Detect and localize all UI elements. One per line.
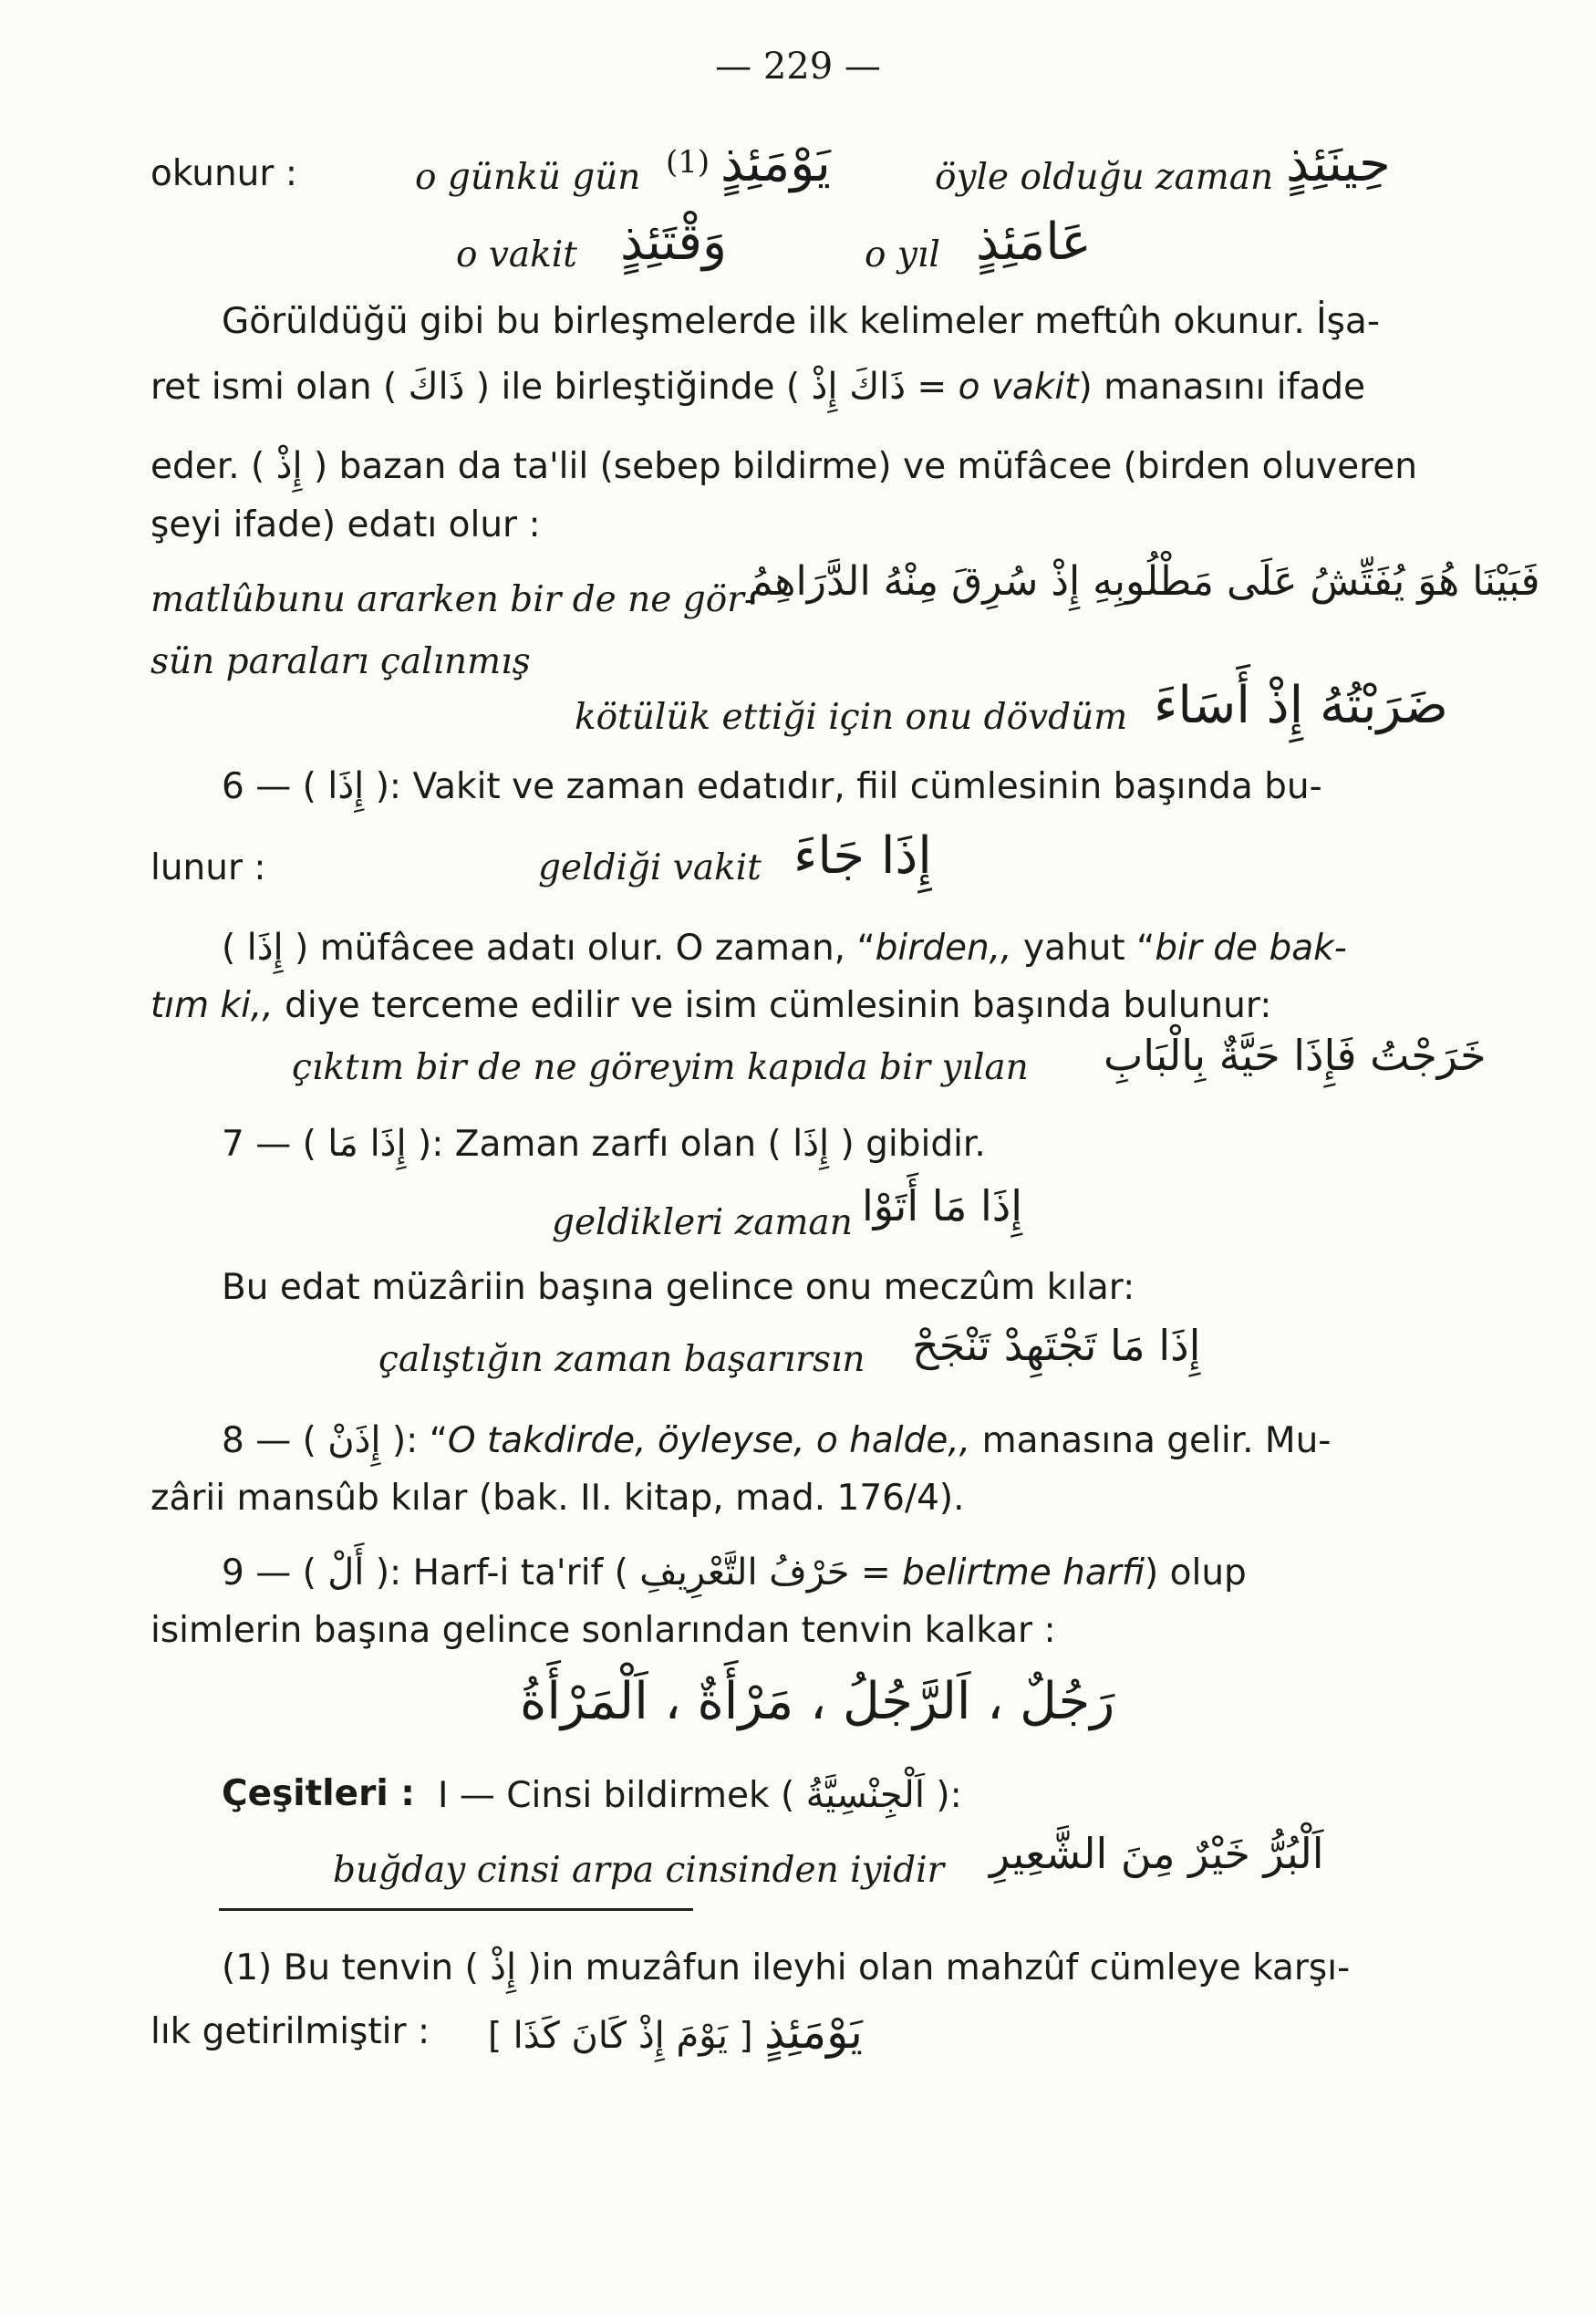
ex1-arabic2: حِينَئِذٍ	[1286, 134, 1391, 193]
arabic-dhaka-idh: ذَاكَ إِذْ	[811, 366, 907, 408]
kinds-line: I — Cinsi bildirmek ( اَلْجِنْسِيَّةُ ):	[438, 1774, 962, 1816]
ex1-arabic1: يَوْمَئِذٍ	[720, 134, 831, 193]
ex4-arabic: ضَرَبْتُهُ إِذْ أَسَاءَ	[1154, 676, 1448, 735]
footnote-separator	[219, 1908, 693, 1911]
arabic-idha-2: إِذَا	[246, 927, 284, 969]
ex2-term1: o vakit	[456, 234, 577, 275]
s8-line2: zârii mansûb kılar (bak. II. kitap, mad. 176/4).	[150, 1478, 965, 1519]
ex2-arabic2: عَامَئِذٍ	[976, 213, 1092, 272]
kinds-label: Çeşitleri :	[222, 1773, 415, 1814]
p1-line3: eder. ( إِذْ ) bazan da ta'lil (sebep bildirme) ve müfâcee (birden oluveren	[150, 445, 1418, 487]
s6-line2: lunur :	[150, 847, 266, 888]
s7-example-arabic: إِذَا مَا أَتَوْا	[862, 1181, 1023, 1230]
arabic-yawma-idh: يَوْمَ إِذْ كَانَ كَذَا	[513, 2015, 729, 2057]
arabic-harf-tarif: حَرْفُ التَّعْرِيفِ	[639, 1552, 850, 1594]
p2-example-arabic: خَرَجْتُ فَإِذَا حَيَّةٌ بِالْبَابِ	[1104, 1031, 1487, 1080]
ex2-arabic1: وَقْتَئِذٍ	[620, 213, 728, 272]
arabic-jinsiyya: اَلْجِنْسِيَّةُ	[805, 1774, 925, 1816]
s6-example-term: geldiği vakit	[538, 847, 762, 888]
ex1-term1: o günkü gün	[415, 157, 641, 198]
page-number: — 229 —	[715, 46, 881, 88]
p1-line2: ret ismi olan ( ذَاكَ ) ile birleştiğinde ( ذَاكَ إِذْ = o vakit) manasını ifade	[150, 366, 1365, 408]
p3-line1: Bu edat müzâriin başına gelince onu meczûm kılar:	[222, 1267, 1135, 1308]
p2-line2: tım ki,, diye terceme edilir ve isim cümlesinin başında bulunur:	[150, 985, 1272, 1026]
p3-example-arabic: إِذَا مَا تَجْتَهِدْ تَنْجَحْ	[912, 1321, 1201, 1370]
ex1-label: okunur :	[150, 153, 297, 194]
p3-example-term: çalıştığın zaman başarırsın	[378, 1339, 865, 1380]
kinds-example-arabic: اَلْبُرُّ خَيْرٌ مِنَ الشَّعِيرِ	[990, 1829, 1324, 1878]
arabic-dhaka: ذَاكَ	[408, 366, 465, 408]
ex1-term2: öyle olduğu zaman	[935, 157, 1274, 198]
s8-line1: 8 — ( إِذَنْ ): “O takdirde, öyleyse, o halde,, manasına gelir. Mu-	[222, 1419, 1332, 1461]
p1-line4: şeyi ifade) edatı olur :	[150, 504, 541, 545]
footnote-bracket-expression: [ يَوْمَ إِذْ كَانَ كَذَا ] يَوْمَئِذٍ	[488, 2006, 863, 2059]
arabic-al: أَلْ	[327, 1552, 365, 1594]
ex3-term1: matlûbunu ararken bir de ne gör-	[150, 579, 757, 620]
arabic-yawmaidhin-fn: يَوْمَئِذٍ	[764, 2006, 863, 2059]
ex2-term2: o yıl	[865, 234, 940, 275]
arabic-idha-3: إِذَا	[793, 1123, 830, 1165]
s7-example-term: geldikleri zaman	[552, 1202, 853, 1243]
ex3-term2: sün paraları çalınmış	[150, 641, 531, 682]
arabic-idh-fn: إِذْ	[490, 1946, 517, 1988]
s9-line1: 9 — ( أَلْ ): Harf-i ta'rif ( حَرْفُ التَّعْرِيفِ = belirtme harfi) olup	[222, 1552, 1247, 1594]
ex4-term: kötülük ettiği için onu dövdüm	[575, 697, 1128, 738]
footnote-marker: (1)	[666, 144, 710, 181]
s6-line1: 6 — ( إِذَا ): Vakit ve zaman edatıdır, fiil cümlesinin başında bu-	[222, 765, 1322, 807]
arabic-idhan: إِذَنْ	[327, 1419, 381, 1461]
footnote-line1: (1) Bu tenvin ( إِذْ )in muzâfun ileyhi olan mahzûf cümleye karşı-	[222, 1946, 1351, 1988]
arabic-idha: إِذَا	[327, 765, 365, 807]
arabic-idha-ma: إِذَا مَا	[327, 1123, 407, 1165]
p2-line1: ( إِذَا ) müfâcee adatı olur. O zaman, “birden,, yahut “bir de bak-	[222, 927, 1347, 969]
kinds-example-term: buğday cinsi arpa cinsinden iyidir	[333, 1850, 945, 1891]
s7-line1: 7 — ( إِذَا مَا ): Zaman zarfı olan ( إِذَا ) gibidir.	[222, 1123, 986, 1165]
s6-example-arabic: إِذَا جَاءَ	[793, 826, 932, 886]
s9-example-arabic: رَجُلٌ ، اَلرَّجُلُ ، مَرْأَةٌ ، اَلْمَرْأَةُ	[520, 1672, 1115, 1731]
s9-line2: isimlerin başına gelince sonlarından tenvin kalkar :	[150, 1610, 1056, 1651]
p1-line1: Görüldüğü gibi bu birleşmelerde ilk kelimeler meftûh okunur. İşa-	[222, 301, 1380, 342]
footnote-line2: lık getirilmiştir :	[150, 2011, 430, 2052]
ex3-arabic: فَبَيْنَا هُوَ يُفَتِّشُ عَلَى مَطْلُوبِهِ إِذْ سُرِقَ مِنْهُ الدَّرَاهِمُ	[748, 558, 1540, 605]
arabic-idh: إِذْ	[275, 445, 303, 487]
p2-example-term: çıktım bir de ne göreyim kapıda bir yılan	[292, 1047, 1029, 1088]
